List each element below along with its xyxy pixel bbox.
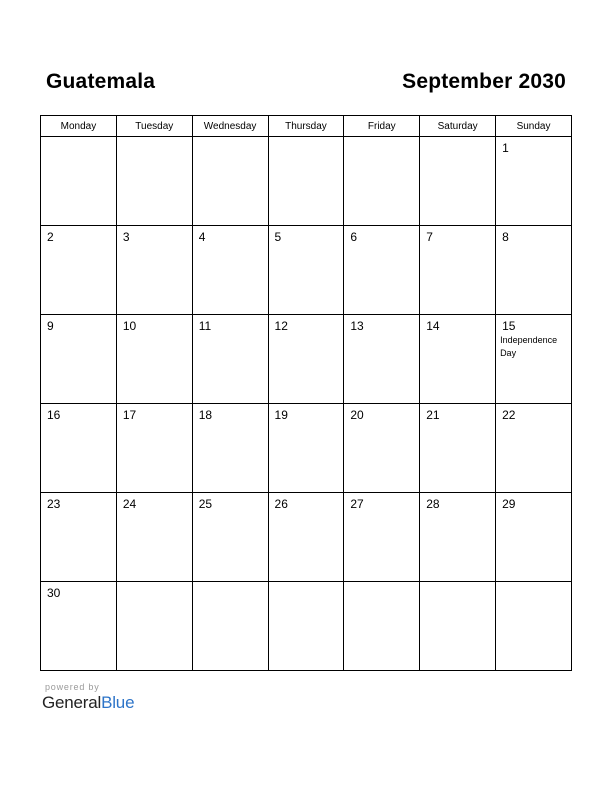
country-title: Guatemala <box>46 70 156 93</box>
weekday-header: Sunday <box>496 116 572 137</box>
calendar-day-cell[interactable] <box>420 493 496 582</box>
calendar-day-cell[interactable] <box>41 493 117 582</box>
day-number: 22 <box>502 408 516 422</box>
calendar-week-row <box>41 493 572 582</box>
calendar-day-cell[interactable] <box>496 493 572 582</box>
calendar-day-cell[interactable] <box>344 493 420 582</box>
calendar-day-cell[interactable] <box>192 404 268 493</box>
day-number: 1 <box>502 141 509 155</box>
day-number: 20 <box>350 408 364 422</box>
day-number <box>117 582 192 586</box>
day-number: 9 <box>47 319 54 333</box>
calendar-day-cell[interactable] <box>41 582 117 671</box>
calendar-day-cell[interactable] <box>496 226 572 315</box>
calendar-day-cell[interactable] <box>344 404 420 493</box>
weekday-header: Saturday <box>420 116 496 137</box>
powered-by-text: powered by <box>45 682 100 692</box>
day-number: 10 <box>122 319 137 333</box>
calendar-day-cell[interactable] <box>420 582 496 671</box>
day-number: 17 <box>122 408 137 422</box>
day-number: 26 <box>274 497 288 511</box>
day-number <box>496 582 571 586</box>
day-number: 14 <box>426 319 440 333</box>
calendar-week-row <box>41 137 572 226</box>
day-number: 12 <box>274 319 288 333</box>
day-number: 23 <box>47 497 61 511</box>
weekday-header-row <box>41 116 572 137</box>
calendar-week-row <box>41 582 572 671</box>
day-number: 5 <box>274 230 282 244</box>
day-number: 28 <box>426 497 440 511</box>
calendar-day-cell[interactable] <box>344 582 420 671</box>
calendar-day-cell[interactable] <box>41 137 117 226</box>
calendar-day-cell[interactable] <box>344 315 420 404</box>
day-number <box>420 137 495 141</box>
day-number: 24 <box>122 497 137 511</box>
calendar-day-cell[interactable] <box>268 582 344 671</box>
calendar-day-cell[interactable] <box>420 404 496 493</box>
day-number <box>420 582 495 586</box>
day-number: 16 <box>47 408 61 422</box>
day-number <box>193 582 268 586</box>
calendar-day-cell[interactable] <box>41 404 117 493</box>
weekday-header: Tuesday <box>116 116 192 137</box>
calendar-day-cell[interactable] <box>496 137 572 226</box>
calendar-day-cell[interactable] <box>41 315 117 404</box>
calendar-day-cell[interactable] <box>268 137 344 226</box>
day-number: 4 <box>198 230 206 244</box>
footer-branding <box>42 682 134 713</box>
calendar-week-row <box>41 315 572 404</box>
day-number: 11 <box>198 319 212 333</box>
day-number: 15 <box>502 319 516 333</box>
generalblue-logo[interactable] <box>42 693 134 713</box>
calendar-day-cell[interactable] <box>420 315 496 404</box>
holiday-label: Independence Day <box>500 335 558 358</box>
day-number: 21 <box>426 408 440 422</box>
day-number <box>344 582 419 586</box>
day-number: 30 <box>47 586 61 600</box>
calendar-day-cell[interactable] <box>496 582 572 671</box>
calendar-week-row <box>41 226 572 315</box>
weekday-header: Thursday <box>268 116 344 137</box>
day-number <box>269 582 344 586</box>
calendar-day-cell[interactable] <box>268 493 344 582</box>
calendar-grid <box>40 115 572 671</box>
brand-general-text: General <box>42 693 102 712</box>
day-number <box>41 137 116 141</box>
brand-blue-text: Blue <box>101 693 135 712</box>
day-number: 2 <box>47 230 54 244</box>
calendar-day-cell[interactable] <box>344 137 420 226</box>
day-number: 6 <box>350 230 358 244</box>
calendar-day-cell[interactable] <box>116 493 192 582</box>
calendar-day-cell[interactable] <box>192 137 268 226</box>
calendar-day-cell[interactable] <box>116 582 192 671</box>
day-number <box>269 137 344 141</box>
calendar-day-cell[interactable] <box>268 226 344 315</box>
calendar-day-cell[interactable] <box>268 404 344 493</box>
day-number: 7 <box>426 230 433 244</box>
calendar-day-cell[interactable] <box>192 315 268 404</box>
day-number: 3 <box>122 230 130 244</box>
day-number <box>193 137 268 141</box>
calendar-day-cell[interactable] <box>116 137 192 226</box>
weekday-header: Monday <box>41 116 117 137</box>
day-number: 8 <box>502 230 509 244</box>
day-number <box>344 137 419 141</box>
calendar-day-cell[interactable] <box>496 315 572 404</box>
day-number: 18 <box>198 408 213 422</box>
calendar-day-cell[interactable] <box>192 493 268 582</box>
weekday-header: Friday <box>344 116 420 137</box>
calendar-day-cell[interactable] <box>116 315 192 404</box>
month-year-title: September 2030 <box>402 70 566 93</box>
calendar-day-cell[interactable] <box>344 226 420 315</box>
calendar-day-cell[interactable] <box>116 404 192 493</box>
day-number: 19 <box>274 408 288 422</box>
calendar-day-cell[interactable] <box>116 226 192 315</box>
calendar-week-row <box>41 404 572 493</box>
calendar-day-cell[interactable] <box>192 226 268 315</box>
day-number: 27 <box>350 497 364 511</box>
calendar-day-cell[interactable] <box>420 226 496 315</box>
day-number: 29 <box>502 497 516 511</box>
day-number: 25 <box>198 497 213 511</box>
calendar-day-cell[interactable] <box>496 404 572 493</box>
day-number <box>117 137 192 141</box>
calendar-day-cell[interactable] <box>41 226 117 315</box>
calendar-day-cell[interactable] <box>268 315 344 404</box>
calendar-day-cell[interactable] <box>192 582 268 671</box>
weekday-header: Wednesday <box>192 116 268 137</box>
day-number: 13 <box>350 319 364 333</box>
calendar-day-cell[interactable] <box>420 137 496 226</box>
calendar-header <box>46 70 566 100</box>
